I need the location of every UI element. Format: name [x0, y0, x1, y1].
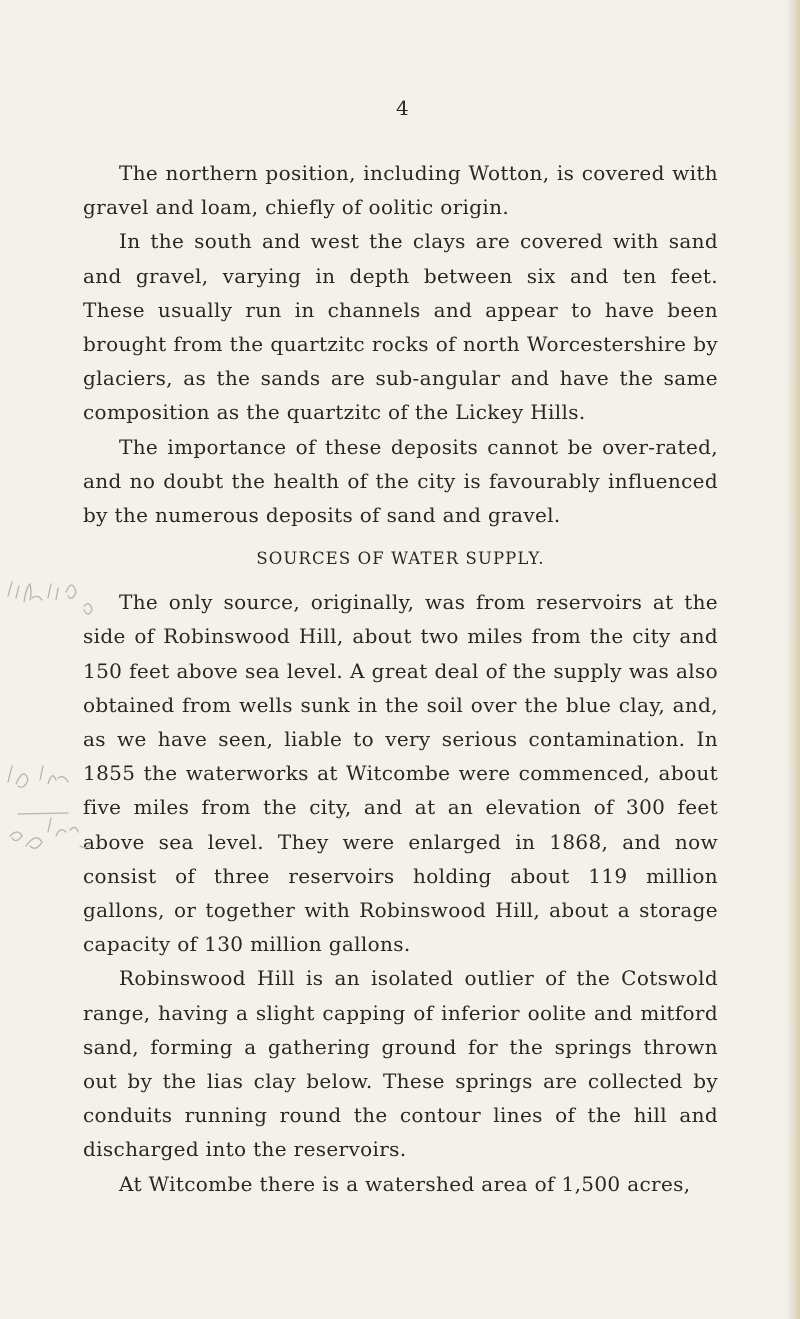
paragraph-northern-position: The northern position, including Wotton, is covered with gravel and loam, chiefly of oolitic origin.	[83, 161, 718, 220]
paragraph-robinswood-hill: Robinswood Hill is an isolated outlier of the Cotswold range, having a slight capping of inferior oolite and mitford sand, forming a gathering ground for the springs thrown out by the lias clay below. These springs are collected by conduits running round the contour lines of the hill and discharged into the reservoirs.	[83, 966, 718, 1162]
body-text	[83, 156, 718, 1201]
paragraph-only-source: The only source, originally, was from reservoirs at the side of Robinswood Hill, about two miles from the city and 150 feet above sea level. A great deal of the supply was also obtained from wells sunk in the soil over the blue clay, and, as we have seen, liable to very serious contamination. In 1855 the waterworks at Witcombe were commenced, about five miles from the city, and at an elevation of 300 feet above sea level. They were enlarged in 1868, and now consist of three reservoirs holding about 119 million gallons, or together with Robinswood Hill, about a storage capacity of 130 million gallons.	[83, 590, 718, 957]
page-edge-shadow	[786, 0, 800, 1319]
paragraph-south-west-clays: In the south and west the clays are covered with sand and gravel, varying in depth between six and ten feet. These usually run in channels and appear to have been brought from the quartzitc rocks of north Worcestershire by glaciers, as the sands are sub-angular and have the same composition as the quartzitc of the Lickey Hills.	[83, 229, 718, 425]
pencil-scribble-icon	[0, 0, 100, 1319]
section-heading: SOURCES OF WATER SUPPLY.	[256, 549, 545, 569]
paragraph-importance-of-deposits: The importance of these deposits cannot be over-rated, and no doubt the health of the city is favourably influenced by the numerous deposits of sand and gravel.	[83, 434, 718, 528]
margin-pencil-annotations	[0, 0, 100, 1319]
page-number: 4	[396, 96, 409, 120]
paragraph-witcombe-watershed: At Witcombe there is a watershed area of 1,500 acres,	[119, 1171, 691, 1196]
